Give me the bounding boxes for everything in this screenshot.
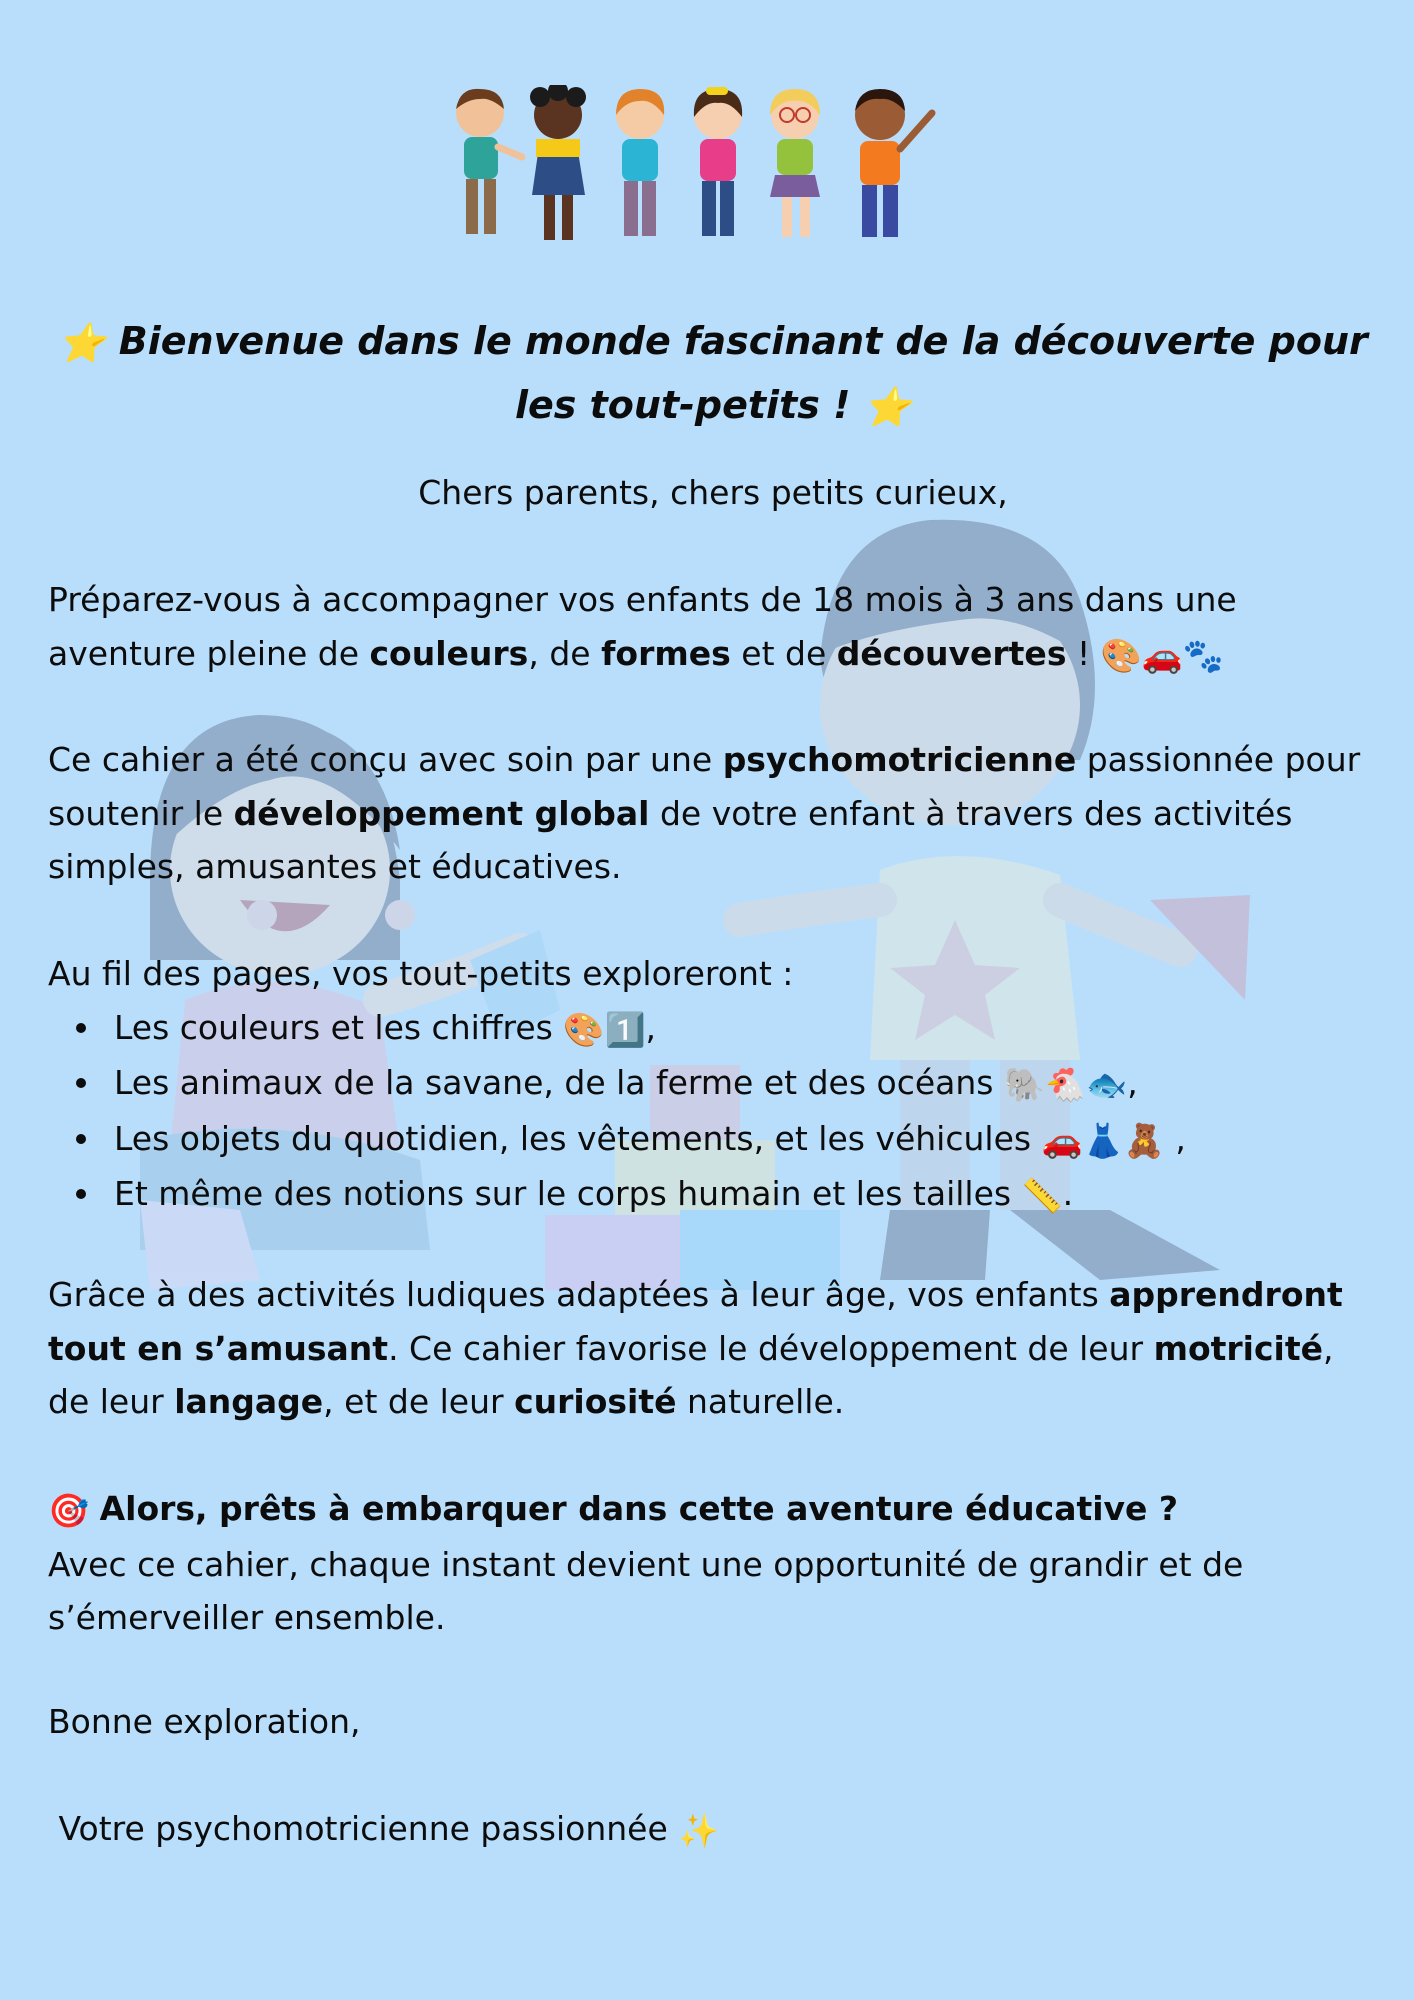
cta-text: Avec ce cahier, chaque instant devient une opportunité de grandir et de s’émerveiller ensemble.: [48, 1544, 1244, 1637]
closing-line: Bonne exploration,: [48, 1702, 361, 1741]
intro-emoji: 🎨🚗🐾: [1100, 635, 1224, 675]
child-figure: [530, 85, 586, 240]
cta-heading: 🎯 Alors, prêts à embarquer dans cette aventure éducative ?: [48, 1482, 1378, 1538]
star-icon: ⭐: [58, 321, 106, 366]
salutation: Chers parents, chers petits curieux,: [418, 473, 1008, 512]
child-figure: [855, 89, 932, 237]
child-figure: [770, 89, 820, 237]
list-item: Les couleurs et les chiffres 🎨1️⃣,: [48, 1001, 1378, 1057]
benefits-paragraph: Grâce à des activités ludiques adaptées à leur âge, vos enfants apprendront tout en s’amusant. Ce cahier favorise le développement de leur motricité, de leur langage, et de leur curiosité naturelle.: [48, 1275, 1343, 1421]
child-figure: [616, 89, 664, 236]
child-figure: [456, 89, 522, 234]
list-item: Les animaux de la savane, de la ferme et des océans 🐘🐔🐟,: [48, 1056, 1378, 1112]
star-icon: ⭐: [863, 385, 911, 430]
about-paragraph: Ce cahier a été conçu avec soin par une psychomotricienne passionnée pour soutenir le développement global de votre enfant à travers des activités simples, amusantes et éducatives.: [48, 740, 1361, 886]
list-item: Les objets du quotidien, les vêtements, et les véhicules 🚗👗🧸 ,: [48, 1112, 1378, 1168]
children-holding-hands-illustration: [440, 85, 980, 255]
cta-section: [48, 1482, 1378, 1645]
explore-section: [48, 947, 1378, 1223]
child-figure: [694, 87, 742, 236]
explore-lead: Au fil des pages, vos tout-petits exploreront :: [48, 954, 794, 993]
list-item: Et même des notions sur le corps humain et les tailles 📏.: [48, 1167, 1378, 1223]
intro-paragraph: Préparez-vous à accompagner vos enfants de 18 mois à 3 ans dans une aventure pleine de couleurs, de formes et de découvertes ! 🎨🚗🐾: [48, 573, 1378, 682]
sparkles-icon: ✨: [678, 1811, 720, 1850]
title-text: Bienvenue dans le monde fascinant de la découverte pour les tout-petits !: [118, 319, 1368, 428]
page-title: [48, 310, 1378, 438]
explore-list: [48, 1001, 1378, 1223]
target-icon: 🎯: [48, 1491, 90, 1530]
signature: Votre psychomotricienne passionnée ✨: [48, 1802, 1378, 1858]
